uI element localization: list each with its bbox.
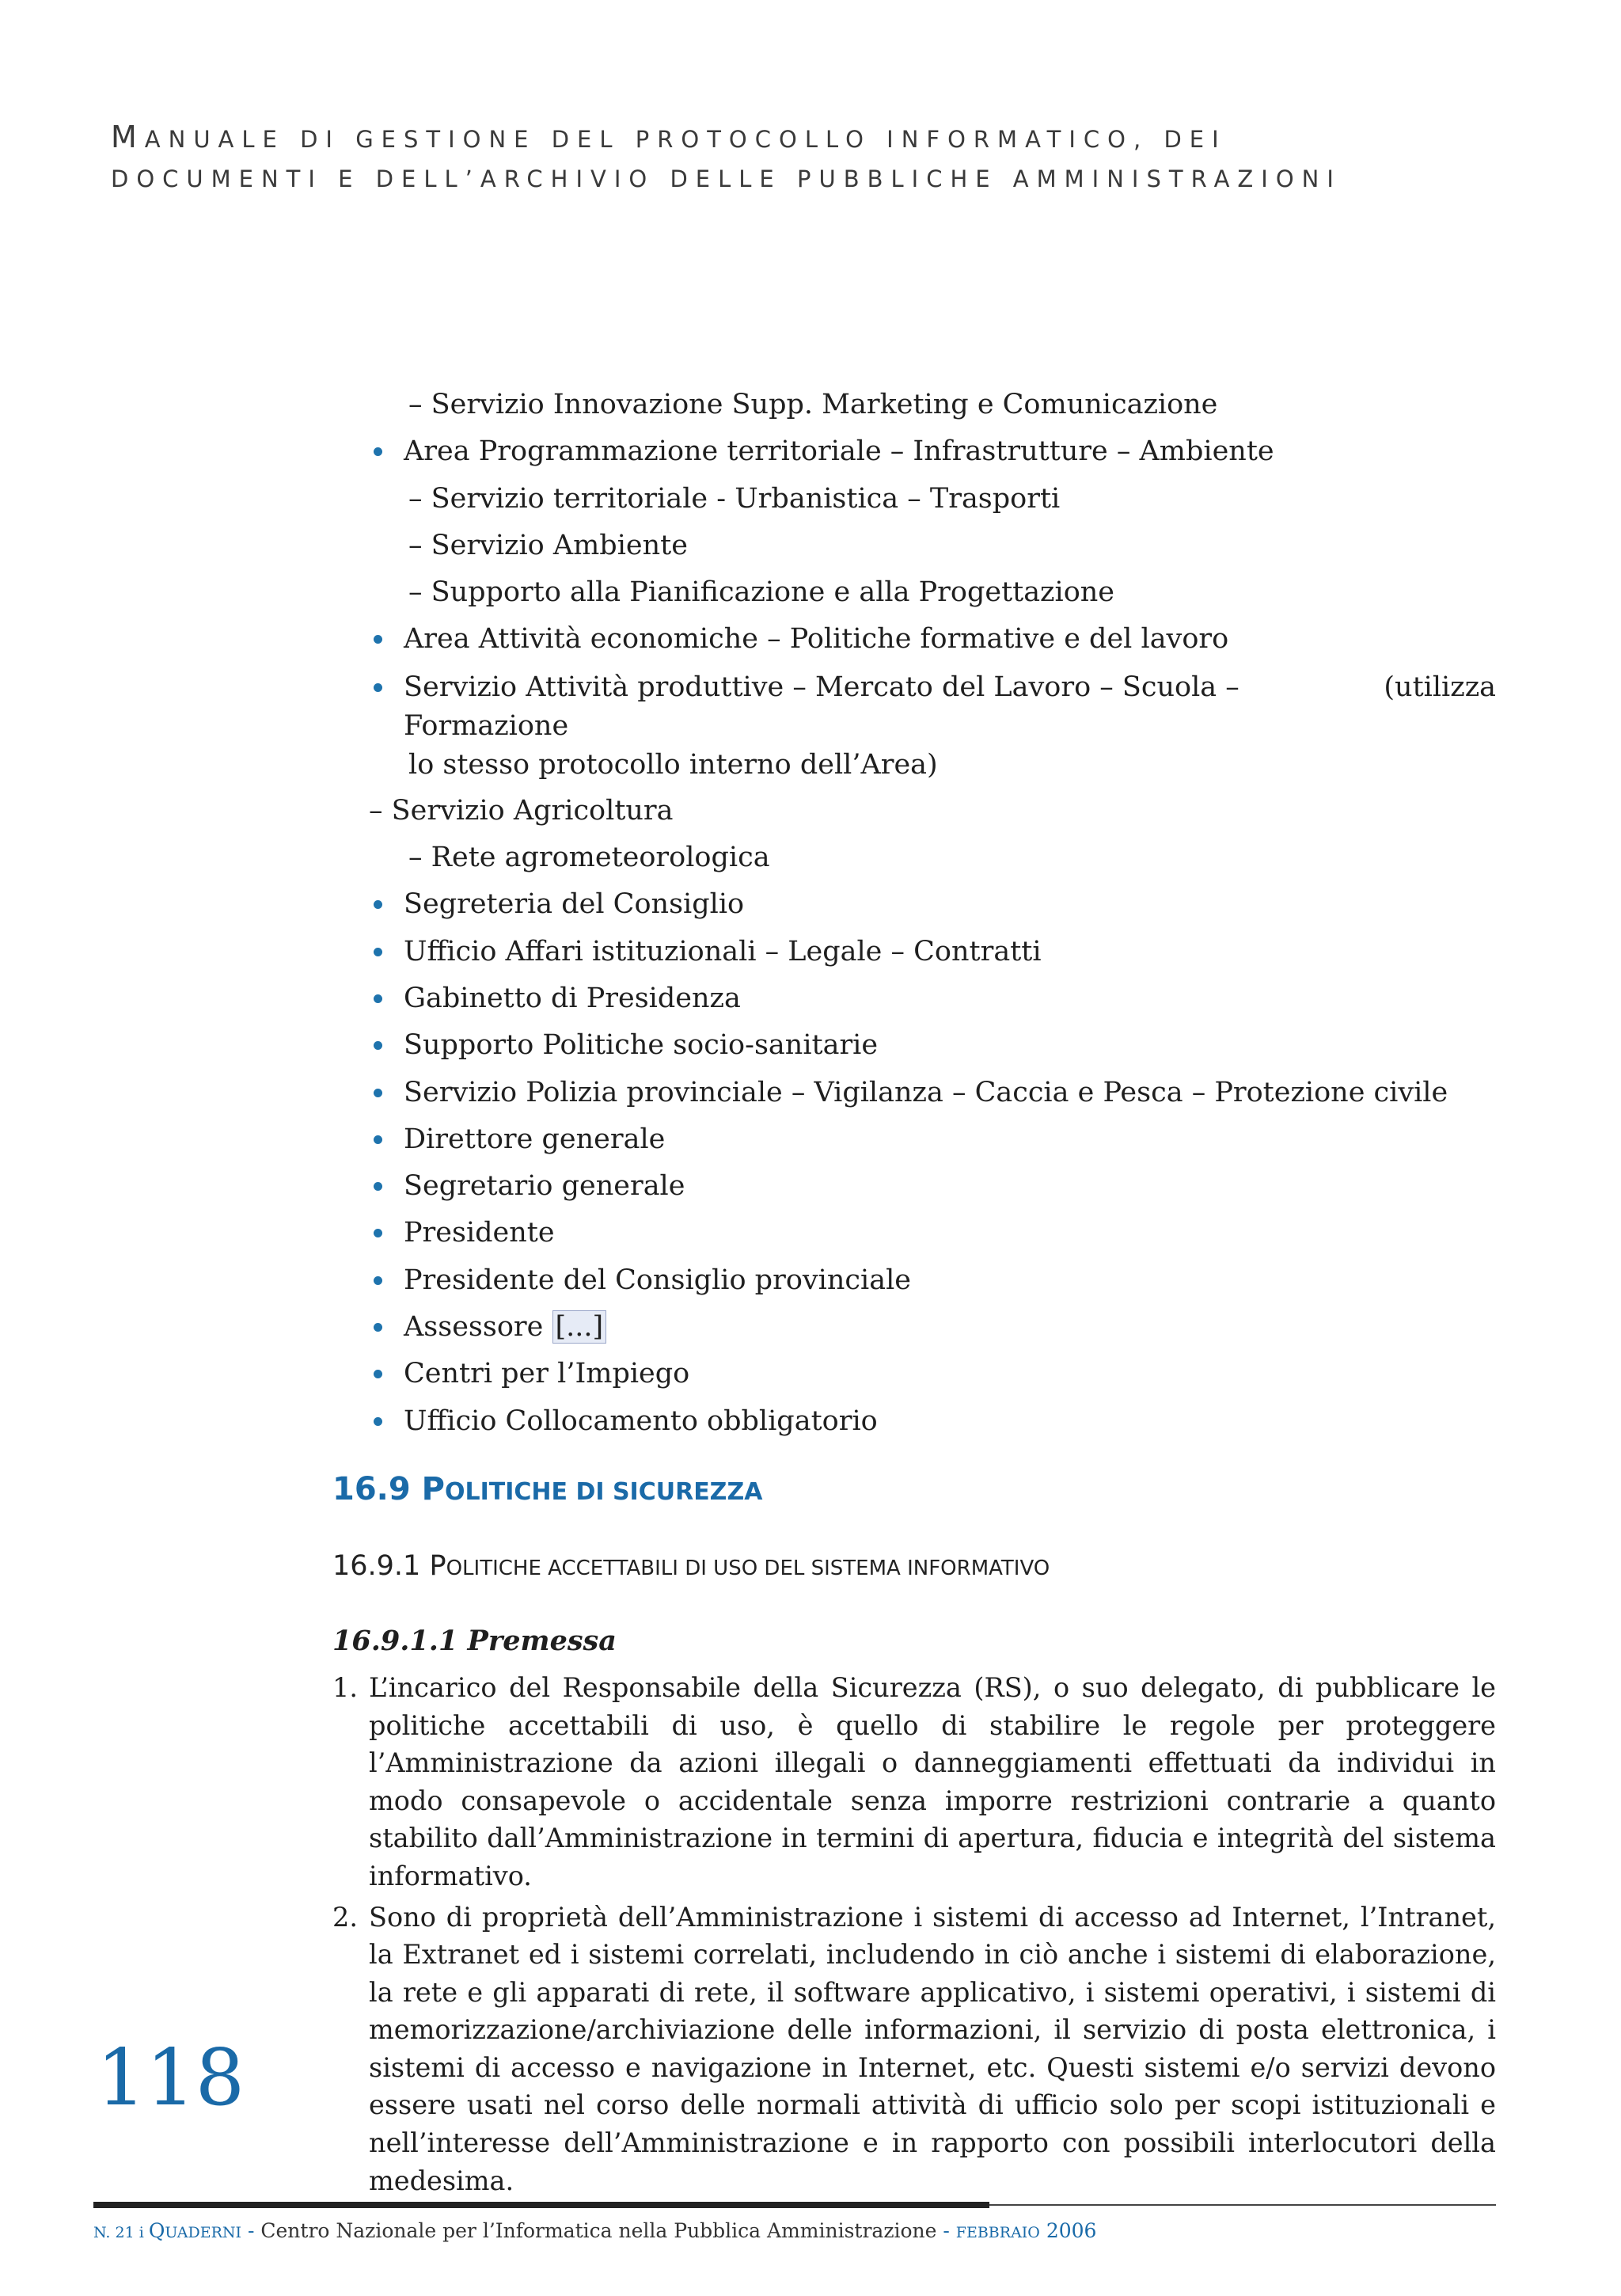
page-number: 118 <box>97 2033 245 2123</box>
list-item: Area Programmazione territoriale – Infrastrutture – Ambiente <box>332 428 1496 475</box>
list-item: – Servizio Ambiente <box>408 529 688 561</box>
list-item: Segretario generale <box>332 1163 1496 1210</box>
footer-rule <box>93 2202 989 2208</box>
list-item: Presidente del Consiglio provinciale <box>332 1257 1496 1304</box>
subsubsection-heading: 16.9.1.1 Premessa <box>332 1624 617 1657</box>
list-item: – Rete agrometeorologica <box>408 842 770 874</box>
list-item: – Servizio Innovazione Supp. Marketing e Comunicazione <box>408 389 1218 420</box>
list-item: Area Attività economiche – Politiche formative e del lavoro <box>332 616 1496 663</box>
list-item: Servizio Attività produttive – Mercato del Lavoro – Scuola – Formazione (utilizza lo stesso protocollo interno dell’Area) <box>332 668 1496 785</box>
list-item: Servizio Polizia provinciale – Vigilanza – Caccia e Pesca – Protezione civile <box>332 1070 1496 1116</box>
numbered-list <box>332 1669 1496 2199</box>
section-heading: 16.9 POLITICHE DI SICUREZZA <box>332 1470 763 1507</box>
running-header <box>111 117 1504 199</box>
list-item: – Servizio territoriale - Urbanistica – Trasporti <box>408 482 1061 515</box>
running-header-line-2: DOCUMENTI E DELL’ARCHIVIO DELLE PUBBLICHE AMMINISTRAZIONI <box>111 165 1342 192</box>
subsection-heading: 16.9.1 POLITICHE ACCETTABILI DI USO DEL SISTEMA INFORMATIVO <box>332 1549 1050 1582</box>
list-item: Ufficio Collocamento obbligatorio <box>332 1398 1496 1445</box>
text-highlight[interactable]: [...] <box>552 1310 607 1344</box>
paragraph: 2. Sono di proprietà dell’Amministrazione i sistemi di accesso ad Internet, l’Intranet, la Extranet ed i sistemi correlati, includendo in ciò anche i sistemi di elaborazione, la rete e gli apparati di rete, il software applicativo, i sistemi operativi, i sistemi di memorizzazione/archiviazione delle informazioni, il servizio di posta elettronica, i sistemi di accesso e navigazione in Internet, etc. Questi sistemi e/o servizi devono essere usati nel corso delle normali attività di ufficio solo per scopi istituzionali e nell’interesse dell’Amministrazione e in rapporto con possibili interlocutori della medesima. <box>332 1901 1496 2196</box>
list-item: Direttore generale <box>332 1116 1496 1163</box>
list-item: Gabinetto di Presidenza <box>332 975 1496 1022</box>
list-item: Assessore [...] <box>332 1304 1496 1351</box>
running-header-line-1: MANUALE DI GESTIONE DEL PROTOCOLLO INFORMATICO, DEI <box>111 120 1227 154</box>
list-item: – Supporto alla Pianificazione e alla Progettazione <box>408 576 1115 609</box>
list-item: – Servizio Agricoltura <box>369 794 674 827</box>
footer-rule-thin <box>989 2204 1496 2206</box>
list-item: Supporto Politiche socio-sanitarie <box>332 1022 1496 1069</box>
list-item: Centri per l’Impiego <box>332 1351 1496 1397</box>
list-item: Ufficio Affari istituzionali – Legale – Contratti <box>332 929 1496 975</box>
paragraph: 1. L’incarico del Responsabile della Sicurezza (RS), o suo delegato, di pubblicare le politiche accettabili di uso, è quello di stabilire le regole per proteggere l’Amministrazione da azioni illegali o danneggiamenti effettuati da individui in modo consapevole o accidentale senza imporre restrizioni contrarie a quanto stabilito dall’Amministrazione in termini di apertura, fiducia e integrità del sistema informativo. <box>332 1671 1496 1891</box>
list-item: Presidente <box>332 1210 1496 1256</box>
list-item: Segreteria del Consiglio <box>332 881 1496 928</box>
page-content <box>332 382 1496 2203</box>
footer: N. 21 i QUADERNI - Centro Nazionale per l’Informatica nella Pubblica Amministrazione - FEBBRAIO 2006 <box>93 2219 1097 2242</box>
